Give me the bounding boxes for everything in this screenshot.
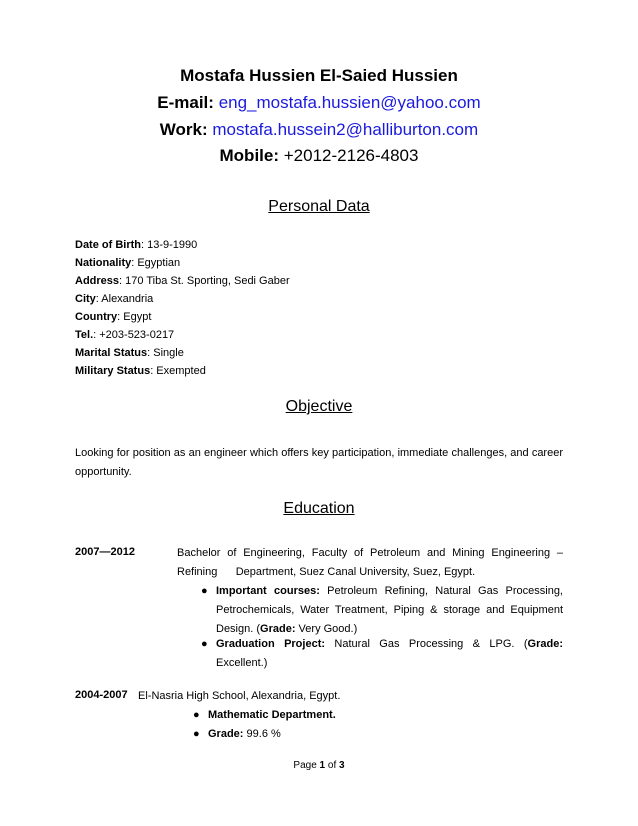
mobile-label: Mobile: xyxy=(219,146,280,165)
personal-row: Marital Status: Single xyxy=(75,347,184,359)
objective-heading: Objective xyxy=(285,398,353,415)
bullet-icon: ● xyxy=(201,585,208,597)
education-degree-line: Bachelor of Engineering, Faculty of Petroleum and Mining Engineering – xyxy=(177,547,563,559)
bullet-icon: ● xyxy=(193,709,200,721)
education-heading: Education xyxy=(283,500,355,517)
personal-row: City: Alexandria xyxy=(75,293,154,305)
personal-row: Nationality: Egyptian xyxy=(75,257,181,269)
list-item: ● Mathematic Department. xyxy=(208,706,563,725)
list-item: ● Graduation Project: Natural Gas Processing & LPG. (Grade: Excellent.) xyxy=(216,635,563,673)
email-link[interactable]: eng_mostafa.hussien@yahoo.com xyxy=(218,93,481,112)
education-school-line: El-Nasria High School, Alexandria, Egypt. xyxy=(138,690,341,702)
education-degree-line: Refining Department, Suez Canal University, Suez, Egypt. xyxy=(177,566,476,578)
personal-row: Date of Birth: 13-9-1990 xyxy=(75,239,198,251)
list-item: ● Grade: 99.6 % xyxy=(208,725,563,744)
list-item: ● Important courses: Petroleum Refining, Natural Gas Processing, Petrochemicals, Water Treatment, Piping & storage and Equipment Design. (Grade: Very Good.) xyxy=(216,582,563,639)
education-years: 2007—2012 xyxy=(75,546,135,558)
work-email-link[interactable]: mostafa.hussein2@halliburton.com xyxy=(212,120,479,139)
email-label: E-mail: xyxy=(157,93,214,112)
personal-row: Country: Egypt xyxy=(75,311,152,323)
personal-row: Military Status: Exempted xyxy=(75,365,206,377)
bullet-icon: ● xyxy=(193,728,200,740)
work-label: Work: xyxy=(159,120,208,139)
mobile-value: +2012-2126-4803 xyxy=(283,146,419,165)
education-years: 2004-2007 xyxy=(75,689,128,701)
work-email-line xyxy=(0,120,638,140)
page-number: Page 1 of 3 xyxy=(293,760,345,771)
objective-text: Looking for position as an engineer which offers key participation, immediate challenges, and career opportunity. xyxy=(75,447,563,478)
mobile-line xyxy=(0,146,638,166)
personal-data-heading: Personal Data xyxy=(268,198,370,215)
bullet-icon: ● xyxy=(201,638,208,650)
personal-row: Address: 170 Tiba St. Sporting, Sedi Gaber xyxy=(75,275,290,287)
personal-row: Tel.: +203-523-0217 xyxy=(75,329,175,341)
personal-data-list xyxy=(75,236,290,380)
candidate-name: Mostafa Hussien El-Saied Hussien xyxy=(180,66,458,85)
email-line xyxy=(0,93,638,113)
